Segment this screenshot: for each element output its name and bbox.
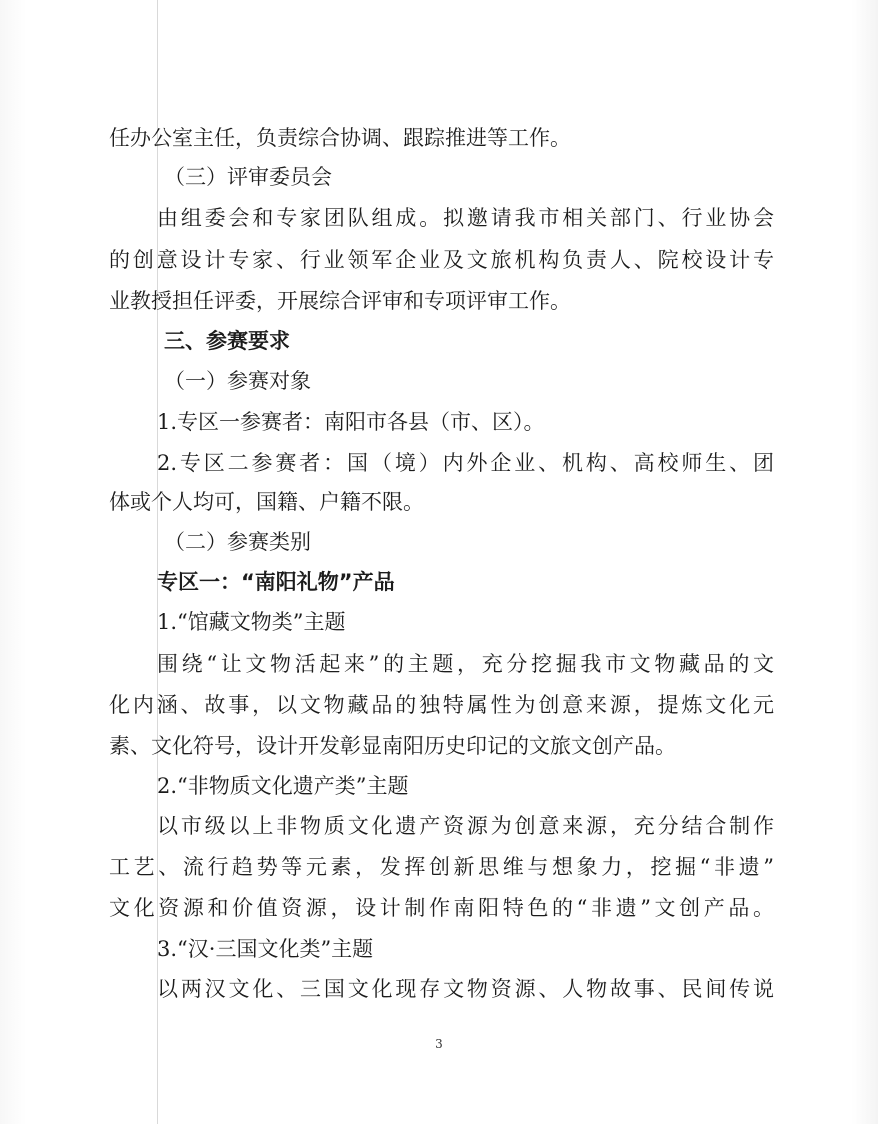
section-heading: 三、参赛要求 <box>164 329 290 353</box>
text-line: 体或个人均可，国籍、户籍不限。 <box>109 490 424 514</box>
subsection-heading: （二）参赛类别 <box>164 530 311 554</box>
page-number: 3 <box>435 1037 443 1051</box>
text-line: 由组委会和专家团队组成。拟邀请我市相关部门、行业协会 <box>157 206 774 230</box>
category-heading: 专区一：“南阳礼物”产品 <box>157 570 395 594</box>
text-line: 化内涵、故事，以文物藏品的独特属性为创意来源，提炼文化元 <box>109 693 774 717</box>
list-item: 1.专区一参赛者：南阳市各县（市、区）。 <box>157 410 545 434</box>
text-line: 工艺、流行趋势等元素，发挥创新思维与想象力，挖掘“非遗” <box>109 855 774 879</box>
text-line: 业教授担任评委，开展综合评审和专项评审工作。 <box>109 289 571 313</box>
text-line: 的创意设计专家、行业领军企业及文旅机构负责人、院校设计专 <box>109 248 774 272</box>
theme-heading: 2.“非物质文化遗产类”主题 <box>157 774 409 798</box>
list-item: 2.专区二参赛者：国（境）内外企业、机构、高校师生、团 <box>157 451 774 475</box>
theme-heading: 3.“汉·三国文化类”主题 <box>157 937 374 961</box>
text-line: 以市级以上非物质文化遗产资源为创意来源，充分结合制作 <box>157 814 774 838</box>
text-line: 任办公室主任，负责综合协调、跟踪推进等工作。 <box>109 126 571 150</box>
subsection-heading: （三）评审委员会 <box>164 165 332 189</box>
text-line: 以两汉文化、三国文化现存文物资源、人物故事、民间传说 <box>157 977 774 1001</box>
text-line: 文化资源和价值资源，设计制作南阳特色的“非遗”文创产品。 <box>109 896 774 920</box>
subsection-heading: （一）参赛对象 <box>164 369 311 393</box>
text-line: 素、文化符号，设计开发彰显南阳历史印记的文旅文创产品。 <box>109 734 676 758</box>
theme-heading: 1.“馆藏文物类”主题 <box>157 610 346 634</box>
text-line: 围绕“让文物活起来”的主题，充分挖掘我市文物藏品的文 <box>157 652 774 676</box>
